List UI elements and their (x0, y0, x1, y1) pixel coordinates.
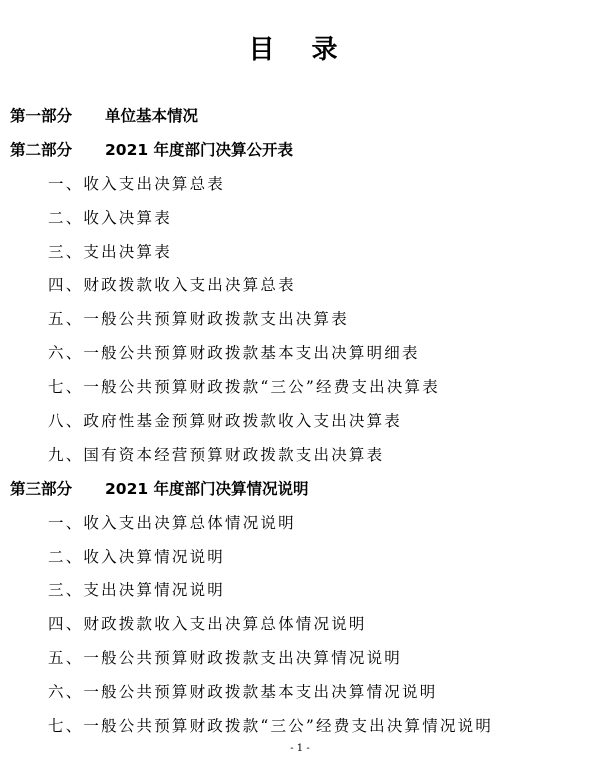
table-of-contents (0, 100, 600, 744)
toc-entry[interactable]: 五、一般公共预算财政拨款支出决算情况说明 (48, 649, 403, 668)
page-number: - 1 - (290, 743, 310, 754)
toc-entry[interactable]: 二、收入决算情况说明 (48, 547, 226, 566)
toc-entry[interactable]: 一、收入支出决算总表 (48, 174, 226, 193)
toc-entry[interactable]: 五、一般公共预算财政拨款支出决算表 (48, 310, 349, 329)
toc-entry[interactable]: 二、收入决算表 (48, 208, 172, 227)
toc-entry[interactable]: 三、支出决算表 (48, 242, 172, 261)
part-title: 2021 年度部门决算公开表 (105, 140, 294, 159)
toc-entry[interactable]: 四、财政拨款收入支出决算总表 (48, 276, 296, 295)
part-title: 单位基本情况 (105, 107, 199, 125)
part-label: 第一部分 (10, 107, 73, 125)
toc-part-1[interactable] (0, 100, 600, 134)
page-title: 目 录 (248, 35, 352, 65)
part-title: 2021 年度部门决算情况说明 (105, 479, 309, 498)
toc-entry[interactable]: 七、一般公共预算财政拨款“三公”经费支出决算表 (48, 378, 440, 397)
toc-part-3[interactable] (0, 473, 600, 507)
toc-entry[interactable]: 四、财政拨款收入支出决算总体情况说明 (48, 615, 367, 634)
toc-entry[interactable]: 六、一般公共预算财政拨款基本支出决算明细表 (48, 344, 420, 363)
part-label: 第二部分 (10, 140, 73, 159)
toc-entry[interactable]: 一、收入支出决算总体情况说明 (48, 513, 296, 532)
toc-entry[interactable]: 六、一般公共预算财政拨款基本支出决算情况说明 (48, 683, 438, 702)
part-label: 第三部分 (10, 479, 73, 498)
toc-entry[interactable]: 八、政府性基金预算财政拨款收入支出决算表 (48, 412, 403, 431)
toc-entry[interactable]: 九、国有资本经营预算财政拨款支出决算表 (48, 445, 385, 464)
toc-entry[interactable]: 七、一般公共预算财政拨款“三公”经费支出决算情况说明 (48, 717, 494, 736)
toc-entry[interactable]: 三、支出决算情况说明 (48, 581, 226, 600)
toc-part-2[interactable] (0, 134, 600, 168)
